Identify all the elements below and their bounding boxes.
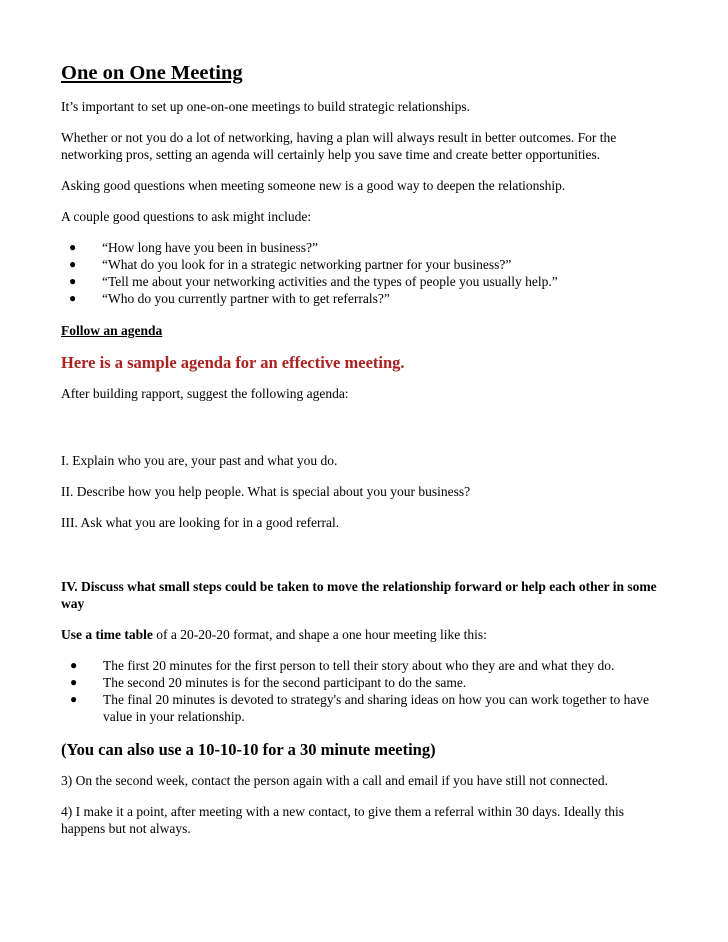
time-table-paragraph: Use a time table of a 20-20-20 format, and shape a one hour meeting like this: — [61, 627, 487, 642]
sample-agenda-heading: Here is a sample agenda for an effective meeting. — [61, 353, 405, 372]
list-item: ● “Tell me about your networking activities and the types of people you usually help.” — [69, 274, 558, 289]
time-items-list — [61, 657, 667, 725]
questions-list — [61, 239, 667, 307]
list-item: ● “What do you look for in a strategic networking partner for your business?” — [69, 257, 512, 272]
bullet-icon: ● — [69, 291, 77, 305]
list-item: ● The second 20 minutes is for the second participant to do the same. — [70, 675, 467, 690]
networking-paragraph: Whether or not you do a lot of networking, having a plan will always result in better outcomes. For the networking pros, setting an agenda will certainly help you save time and create better opportunities. — [61, 130, 617, 162]
agenda-item-i: I. Explain who you are, your past and what you do. — [61, 453, 338, 468]
document-title: One on One Meeting — [61, 62, 243, 84]
bullet-icon: ● — [70, 658, 78, 672]
step-4-paragraph: 4) I make it a point, after meeting with a new contact, to give them a referral within 30 days. Ideally this happens but not always. — [61, 804, 625, 836]
after-rapport-paragraph: After building rapport, suggest the following agenda: — [61, 386, 349, 401]
list-item: ● “Who do you currently partner with to get referrals?” — [69, 291, 390, 306]
bullet-icon: ● — [70, 675, 78, 689]
list-item: ● The final 20 minutes is devoted to strategy's and sharing ideas on how you can work together to have value in your relationship. — [70, 692, 650, 724]
bullet-icon: ● — [69, 274, 77, 288]
questions-intro: A couple good questions to ask might include: — [61, 209, 312, 224]
intro-paragraph: It’s important to set up one-on-one meetings to build strategic relationships. — [61, 99, 471, 114]
agenda-item-iv: IV. Discuss what small steps could be taken to move the relationship forward or help each other in some way — [61, 579, 657, 611]
step-3-paragraph: 3) On the second week, contact the person again with a call and email if you have still not connected. — [61, 773, 608, 788]
document-page — [61, 60, 667, 851]
spacer — [61, 416, 667, 452]
list-item: ● “How long have you been in business?” — [69, 240, 318, 255]
agenda-item-iii: III. Ask what you are looking for in a good referral. — [61, 515, 340, 530]
questions-paragraph: Asking good questions when meeting someone new is a good way to deepen the relationship. — [61, 178, 566, 193]
agenda-item-ii: II. Describe how you help people. What is special about you your business? — [61, 484, 471, 499]
bullet-icon: ● — [69, 257, 77, 271]
list-item: ● The first 20 minutes for the first person to tell their story about who they are and what they do. — [70, 658, 615, 673]
bullet-icon: ● — [70, 692, 78, 706]
follow-agenda-heading: Follow an agenda — [61, 323, 163, 338]
bullet-icon: ● — [69, 240, 77, 254]
spacer — [61, 545, 667, 578]
thirty-minute-heading: (You can also use a 10-10-10 for a 30 minute meeting) — [61, 740, 436, 759]
